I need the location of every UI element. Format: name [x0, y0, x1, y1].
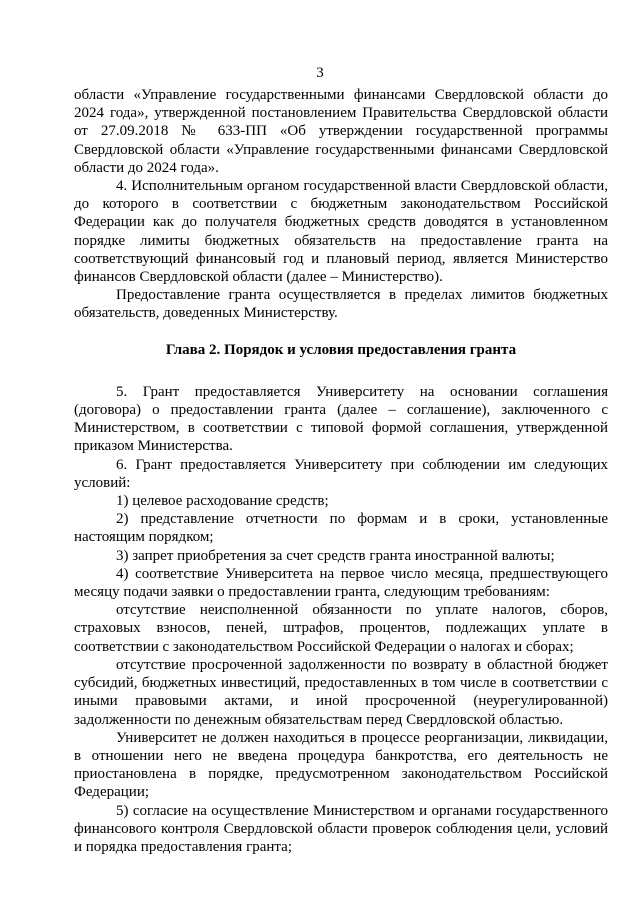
- paragraph: 4) соответствие Университета на первое число месяца, предшествующего месяцу подачи заявки о предоставлении гранта, следующим требованиям:: [74, 565, 608, 601]
- chapter-heading: Глава 2. Порядок и условия предоставления гранта: [165, 341, 517, 358]
- paragraph: области «Управление государственными финансами Свердловской области до 2024 года», утвержденной постановлением Правительства Свердловской области от 27.09.2018 № 633-ПП «Об утверждении государственной программы Свердловской области «Управление государственными финансами Свердловской области до 2024 года».: [74, 87, 608, 176]
- paragraph: 3) запрет приобретения за счет средств гранта иностранной валюты;: [116, 547, 555, 564]
- paragraph: отсутствие просроченной задолженности по возврату в областной бюджет субсидий, бюджетных инвестиций, предоставленных в том числе в соответствии с иными правовыми актами, и иной просроченной (неурегулированной) задолженности по денежным обязательствам перед Свердловской областью.: [74, 656, 608, 728]
- paragraph: 5) согласие на осуществление Министерством и органами государственного финансового контроля Свердловской области проверок соблюдения цели, условий и порядка предоставления гранта;: [74, 802, 608, 855]
- paragraph: Университет не должен находиться в процессе реорганизации, ликвидации, в отношении него не введена процедура банкротства, его деятельность не приостановлена в порядке, предусмотренном законодательством Российской Федерации;: [74, 729, 608, 801]
- paragraph: отсутствие неисполненной обязанности по уплате налогов, сборов, страховых взносов, пеней, штрафов, процентов, подлежащих уплате в соответствии с законодательством Российской Федерации о налогах и сборах;: [74, 602, 608, 655]
- paragraph: 2) представление отчетности по формам и в сроки, установленные настоящим порядком;: [74, 511, 608, 546]
- paragraph: 5. Грант предоставляется Университету на основании соглашения (договора) о предоставлении гранта (далее – соглашение), заключенного с Министерством, в соответствии с типовой формой соглашения, утвержденной приказом Министерства.: [74, 383, 608, 455]
- paragraph: Предоставление гранта осуществляется в пределах лимитов бюджетных обязательств, доведенных Министерству.: [74, 287, 608, 322]
- document-body: [74, 86, 608, 856]
- page-number: 3: [316, 65, 324, 81]
- paragraph: 1) целевое расходование средств;: [116, 493, 329, 510]
- paragraph: 4. Исполнительным органом государственной власти Свердловской области, до которого в соответствии с бюджетным законодательством Российской Федерации как до получателя бюджетных средств доводятся в установленном порядке лимиты бюджетных обязательств на предоставление гранта на соответствующий финансовый год и плановый период, является Министерство финансов Свердловской области (далее – Министерство).: [74, 178, 608, 286]
- paragraph: 6. Грант предоставляется Университету при соблюдении им следующих условий:: [74, 456, 608, 491]
